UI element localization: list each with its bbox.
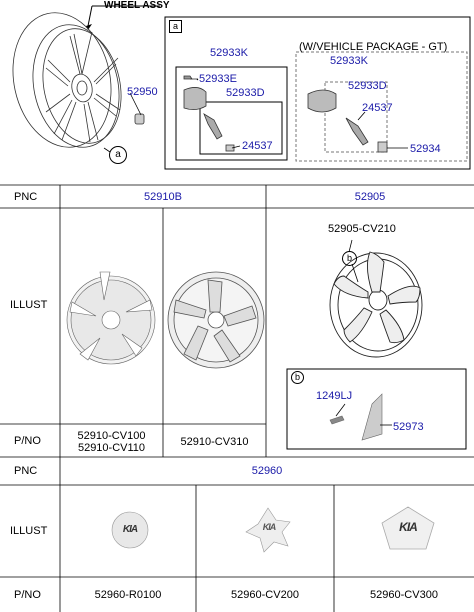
part-24537-left[interactable]: 24537	[242, 140, 273, 152]
pno-52960-cv200: 52960-CV200	[231, 589, 299, 601]
part-24537-right[interactable]: 24537	[362, 102, 393, 114]
kia-logo-3: KIA	[399, 520, 417, 534]
pno-cv100-line: 52910-CV100	[77, 430, 146, 442]
part-52933K-left[interactable]: 52933K	[210, 47, 248, 59]
pno-cv110-line: 52910-CV110	[77, 442, 146, 454]
panel-a-label: a	[169, 20, 182, 33]
kia-logo-1: KIA	[122, 524, 138, 535]
pno-52910-cv310: 52910-CV310	[180, 436, 249, 448]
part-52934[interactable]: 52934	[410, 143, 441, 155]
valve-52950-drawing	[135, 114, 144, 124]
part-1249LJ[interactable]: 1249LJ	[316, 390, 353, 402]
part-52973[interactable]: 52973	[393, 421, 424, 433]
wheel-assy-label: WHEEL ASSY	[104, 0, 170, 11]
table1-pnc-header: PNC	[14, 191, 38, 203]
pnc-52960[interactable]: 52960	[251, 465, 283, 477]
callout-a-circle[interactable]: a	[109, 146, 127, 164]
table2-pnc-header: PNC	[14, 465, 38, 477]
table2-pno-header: P/NO	[14, 589, 41, 601]
panel-b-label: b	[291, 371, 304, 384]
part-52933D-right[interactable]: 52933D	[348, 80, 387, 92]
wheel-cv310-drawing	[168, 272, 264, 368]
kia-logo-2: KIA	[262, 522, 276, 532]
table2-illust-header: ILLUST	[10, 525, 48, 537]
pnc-52910B[interactable]: 52910B	[144, 191, 182, 203]
wheel-cv100-drawing	[67, 272, 155, 364]
pnc-52905[interactable]: 52905	[354, 191, 386, 203]
part-52950-label[interactable]: 52950	[127, 86, 158, 98]
wheel-assy-drawing	[1, 4, 131, 157]
gt-package-title: (W/VEHICLE PACKAGE - GT)	[299, 41, 448, 53]
pno-52960-r0100: 52960-R0100	[94, 589, 162, 601]
pno-52960-cv300: 52960-CV300	[370, 589, 438, 601]
part-52933E[interactable]: 52933E	[199, 73, 237, 85]
callout-b-circle[interactable]: b	[342, 251, 357, 266]
table1-pno-header: P/NO	[14, 435, 41, 447]
table1-illust-header: ILLUST	[10, 299, 48, 311]
part-52933D-left[interactable]: 52933D	[226, 87, 265, 99]
part-52905-cv210-label: 52905-CV210	[328, 223, 396, 235]
pno-52910-cv100	[60, 430, 163, 454]
wheel-52905-drawing	[330, 252, 422, 357]
part-52933K-right[interactable]: 52933K	[330, 55, 368, 67]
